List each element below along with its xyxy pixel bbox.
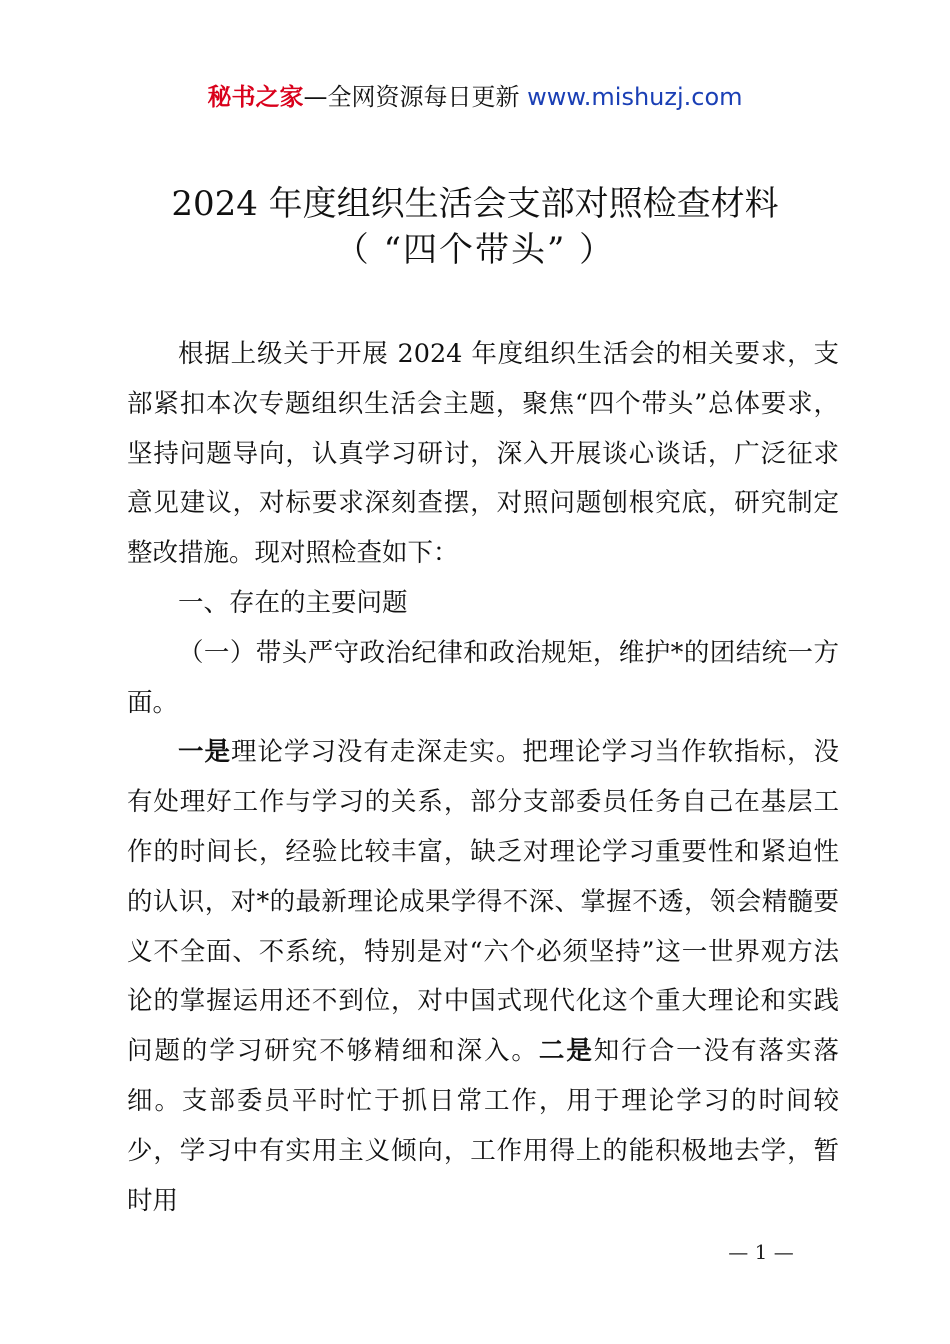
site-name: 秘书之家 xyxy=(207,83,304,111)
point1-label: 一是 xyxy=(178,737,231,768)
intro-paragraph: 根据上级关于开展 2024 年度组织生活会的相关要求，支部紧扣本次专题组织生活会主题，聚焦“四个带头”总体要求，坚持问题导向，认真学习研讨，深入开展谈心谈话，广泛征求意见建议，对标要求深刻查摆，对照问题刨根究底，研究制定整改措施。现对照检查如下： xyxy=(127,339,839,569)
section-heading: 一、存在的主要问题 xyxy=(178,587,408,618)
point1-text: 理论学习没有走深走实。把理论学习当作软指标，没有处理好工作与学习的关系，部分支部委员任务自己在基层工作的时间长，经验比较丰富，缺乏对理论学习重要性和紧迫性的认识，对*的最新理论成果学得不深、掌握不透，领会精髓要义不全面、不系统，特别是对“六个必须坚持”这一世界观方法论的掌握运用还不到位，对中国式现代化这个重大理论和实践问题的学习研究不够精细和深入。 xyxy=(127,737,839,1067)
document-title: 2024 年度组织生活会支部对照检查材料 xyxy=(171,184,779,224)
point2-label: 二是 xyxy=(538,1036,594,1067)
subsection-heading: （一）带头严守政治纪律和政治规矩，维护*的团结统一方面。 xyxy=(127,637,839,718)
point-paragraph xyxy=(127,728,839,1226)
document-subtitle xyxy=(0,226,950,274)
site-header xyxy=(0,82,950,112)
document-body xyxy=(127,330,839,1226)
subtitle-text: （ “四个带头” ） xyxy=(334,230,616,270)
site-tagline: —全网资源每日更新 xyxy=(303,83,528,111)
point2-text: 知行合一没有落实落细。支部委员平时忙于抓日常工作，用于理论学习的时间较少，学习中有实用主义倾向，工作用得上的能积极地去学，暂时用 xyxy=(127,1036,839,1216)
site-url-link[interactable]: www.mishuzj.com xyxy=(527,83,743,111)
page-number: — 1 — xyxy=(728,1240,794,1264)
